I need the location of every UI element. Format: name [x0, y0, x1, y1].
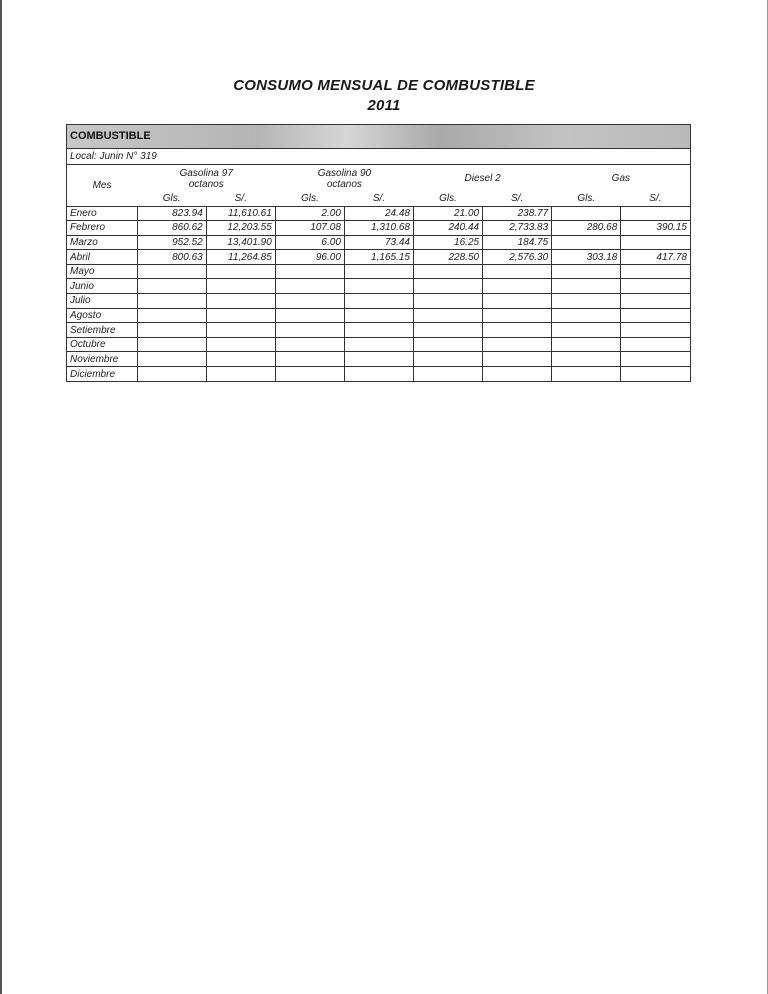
- group-label-line: octanos: [326, 178, 362, 190]
- soles-cell: 11,610.61: [206, 206, 275, 221]
- category-header: COMBUSTIBLE: [67, 125, 690, 149]
- gallons-cell: 228.50: [413, 250, 482, 265]
- sub-header-gls: Gls.: [162, 193, 181, 205]
- soles-cell: [621, 294, 690, 309]
- gallons-cell: [413, 352, 482, 367]
- month-cell: Octubre: [67, 337, 137, 352]
- gallons-cell: [413, 308, 482, 323]
- group-header-row: [67, 165, 690, 192]
- soles-cell: [344, 264, 413, 279]
- gallons-cell: [275, 308, 344, 323]
- gallons-cell: 6.00: [275, 235, 344, 250]
- group-header-diesel-2: [413, 165, 551, 192]
- table-row: [67, 323, 690, 338]
- soles-cell: [483, 294, 552, 309]
- gallons-cell: [552, 294, 621, 309]
- gallons-cell: [275, 294, 344, 309]
- gallons-cell: [275, 323, 344, 338]
- group-label-line: Diesel 2: [464, 173, 501, 184]
- month-cell: Mayo: [67, 264, 137, 279]
- gallons-cell: [413, 323, 482, 338]
- gallons-cell: [552, 337, 621, 352]
- soles-cell: [344, 294, 413, 309]
- gallons-cell: [552, 323, 621, 338]
- gallons-cell: [413, 337, 482, 352]
- gallons-cell: 800.63: [137, 250, 206, 265]
- soles-cell: [483, 352, 552, 367]
- gallons-cell: [413, 264, 482, 279]
- month-cell: Noviembre: [67, 352, 137, 367]
- soles-cell: 12,203.55: [206, 221, 275, 236]
- gallons-cell: [413, 279, 482, 294]
- table-row: [67, 352, 690, 367]
- group-header-gasolina-90: [275, 165, 413, 192]
- soles-cell: 390.15: [621, 221, 690, 236]
- soles-cell: 2,733.83: [483, 221, 552, 236]
- gallons-cell: [137, 352, 206, 367]
- gallons-cell: 303.18: [552, 250, 621, 265]
- soles-cell: [483, 279, 552, 294]
- soles-cell: 13,401.90: [206, 235, 275, 250]
- table-row: [67, 206, 690, 221]
- gallons-cell: [137, 264, 206, 279]
- gallons-cell: [552, 235, 621, 250]
- gallons-cell: [275, 337, 344, 352]
- gallons-cell: [413, 294, 482, 309]
- table-row: [67, 221, 690, 236]
- group-label-line: Gasolina 90: [317, 167, 372, 179]
- month-cell: Julio: [67, 294, 137, 309]
- table-row: [67, 235, 690, 250]
- soles-cell: 184.75: [483, 235, 552, 250]
- soles-cell: [621, 367, 690, 382]
- table-row: [67, 337, 690, 352]
- month-cell: Marzo: [67, 235, 137, 250]
- soles-cell: [206, 279, 275, 294]
- gallons-cell: 107.08: [275, 221, 344, 236]
- soles-cell: [344, 367, 413, 382]
- soles-cell: [621, 264, 690, 279]
- sub-header-soles: S/.: [234, 193, 247, 205]
- soles-cell: 1,310.68: [344, 221, 413, 236]
- local-label: Local: Junin N° 319: [67, 149, 690, 165]
- sub-header-soles: S/.: [372, 193, 386, 205]
- gallons-cell: [552, 308, 621, 323]
- soles-cell: [483, 367, 552, 382]
- soles-cell: [206, 323, 275, 338]
- soles-cell: [483, 308, 552, 323]
- gallons-cell: 860.62: [137, 221, 206, 236]
- gallons-cell: [137, 323, 206, 338]
- sub-header-soles: S/.: [649, 193, 662, 205]
- month-cell: Febrero: [67, 221, 137, 236]
- gallons-cell: 96.00: [275, 250, 344, 265]
- group-label-line: Gas: [611, 173, 631, 184]
- gallons-cell: [137, 367, 206, 382]
- gallons-cell: [137, 308, 206, 323]
- title-line-1: CONSUMO MENSUAL DE COMBUSTIBLE: [233, 77, 535, 94]
- month-cell: Junio: [67, 279, 137, 294]
- soles-cell: [621, 279, 690, 294]
- gallons-cell: [137, 294, 206, 309]
- soles-cell: [206, 337, 275, 352]
- table-row: [67, 294, 690, 309]
- fuel-consumption-sheet: [66, 124, 691, 382]
- sub-header-gls: Gls.: [300, 193, 319, 205]
- consumption-table: [67, 165, 690, 381]
- soles-cell: 11,264.85: [206, 250, 275, 265]
- soles-cell: 417.78: [621, 250, 690, 265]
- month-cell: Abril: [67, 250, 137, 265]
- gallons-cell: [413, 367, 482, 382]
- month-cell: Setiembre: [67, 323, 137, 338]
- group-label-line: Gasolina 97: [179, 167, 233, 179]
- soles-cell: [483, 323, 552, 338]
- soles-cell: [206, 308, 275, 323]
- sub-header-soles: S/.: [511, 193, 524, 205]
- gallons-cell: 823.94: [137, 206, 206, 221]
- gallons-cell: [137, 337, 206, 352]
- soles-cell: [344, 308, 413, 323]
- group-header-gasolina-97: [137, 165, 275, 192]
- soles-cell: [344, 323, 413, 338]
- gallons-cell: [275, 264, 344, 279]
- soles-cell: [344, 279, 413, 294]
- gallons-cell: [552, 279, 621, 294]
- gallons-cell: [552, 367, 621, 382]
- group-header-gas: [552, 165, 690, 192]
- soles-cell: [621, 352, 690, 367]
- sub-header-gls: Gls.: [577, 193, 596, 205]
- gallons-cell: 21.00: [413, 206, 482, 221]
- soles-cell: 1,165.15: [344, 250, 413, 265]
- soles-cell: 2,576.30: [483, 250, 552, 265]
- month-cell: Diciembre: [67, 367, 137, 382]
- gallons-cell: [552, 352, 621, 367]
- gallons-cell: [137, 279, 206, 294]
- soles-cell: [344, 337, 413, 352]
- soles-cell: [206, 352, 275, 367]
- gallons-cell: 952.52: [137, 235, 206, 250]
- gallons-cell: [552, 206, 621, 221]
- gallons-cell: [275, 367, 344, 382]
- table-row: [67, 264, 690, 279]
- group-label-line: octanos: [188, 178, 224, 190]
- soles-cell: [344, 352, 413, 367]
- soles-cell: [621, 206, 690, 221]
- sub-header-row: [67, 192, 690, 206]
- soles-cell: [206, 264, 275, 279]
- soles-cell: 238.77: [483, 206, 552, 221]
- soles-cell: [206, 294, 275, 309]
- soles-cell: [621, 323, 690, 338]
- page-edge-left: [0, 0, 2, 994]
- gallons-cell: 240.44: [413, 221, 482, 236]
- soles-cell: [483, 264, 552, 279]
- gallons-cell: 2.00: [275, 206, 344, 221]
- gallons-cell: [275, 279, 344, 294]
- month-cell: Enero: [67, 206, 137, 221]
- soles-cell: 24.48: [344, 206, 413, 221]
- document-title: [0, 76, 768, 116]
- month-cell: Agosto: [67, 308, 137, 323]
- soles-cell: [621, 235, 690, 250]
- gallons-cell: 280.68: [552, 221, 621, 236]
- sub-header-gls: Gls.: [439, 193, 457, 205]
- soles-cell: [206, 367, 275, 382]
- soles-cell: 73.44: [344, 235, 413, 250]
- table-row: [67, 279, 690, 294]
- table-row: [67, 308, 690, 323]
- gallons-cell: [552, 264, 621, 279]
- soles-cell: [621, 337, 690, 352]
- table-body: [67, 206, 690, 381]
- gallons-cell: [275, 352, 344, 367]
- column-header-mes: Mes: [92, 179, 112, 191]
- soles-cell: [621, 308, 690, 323]
- table-row: [67, 367, 690, 382]
- soles-cell: [483, 337, 552, 352]
- title-line-2: 2011: [367, 97, 401, 114]
- table-row: [67, 250, 690, 265]
- gallons-cell: 16.25: [413, 235, 482, 250]
